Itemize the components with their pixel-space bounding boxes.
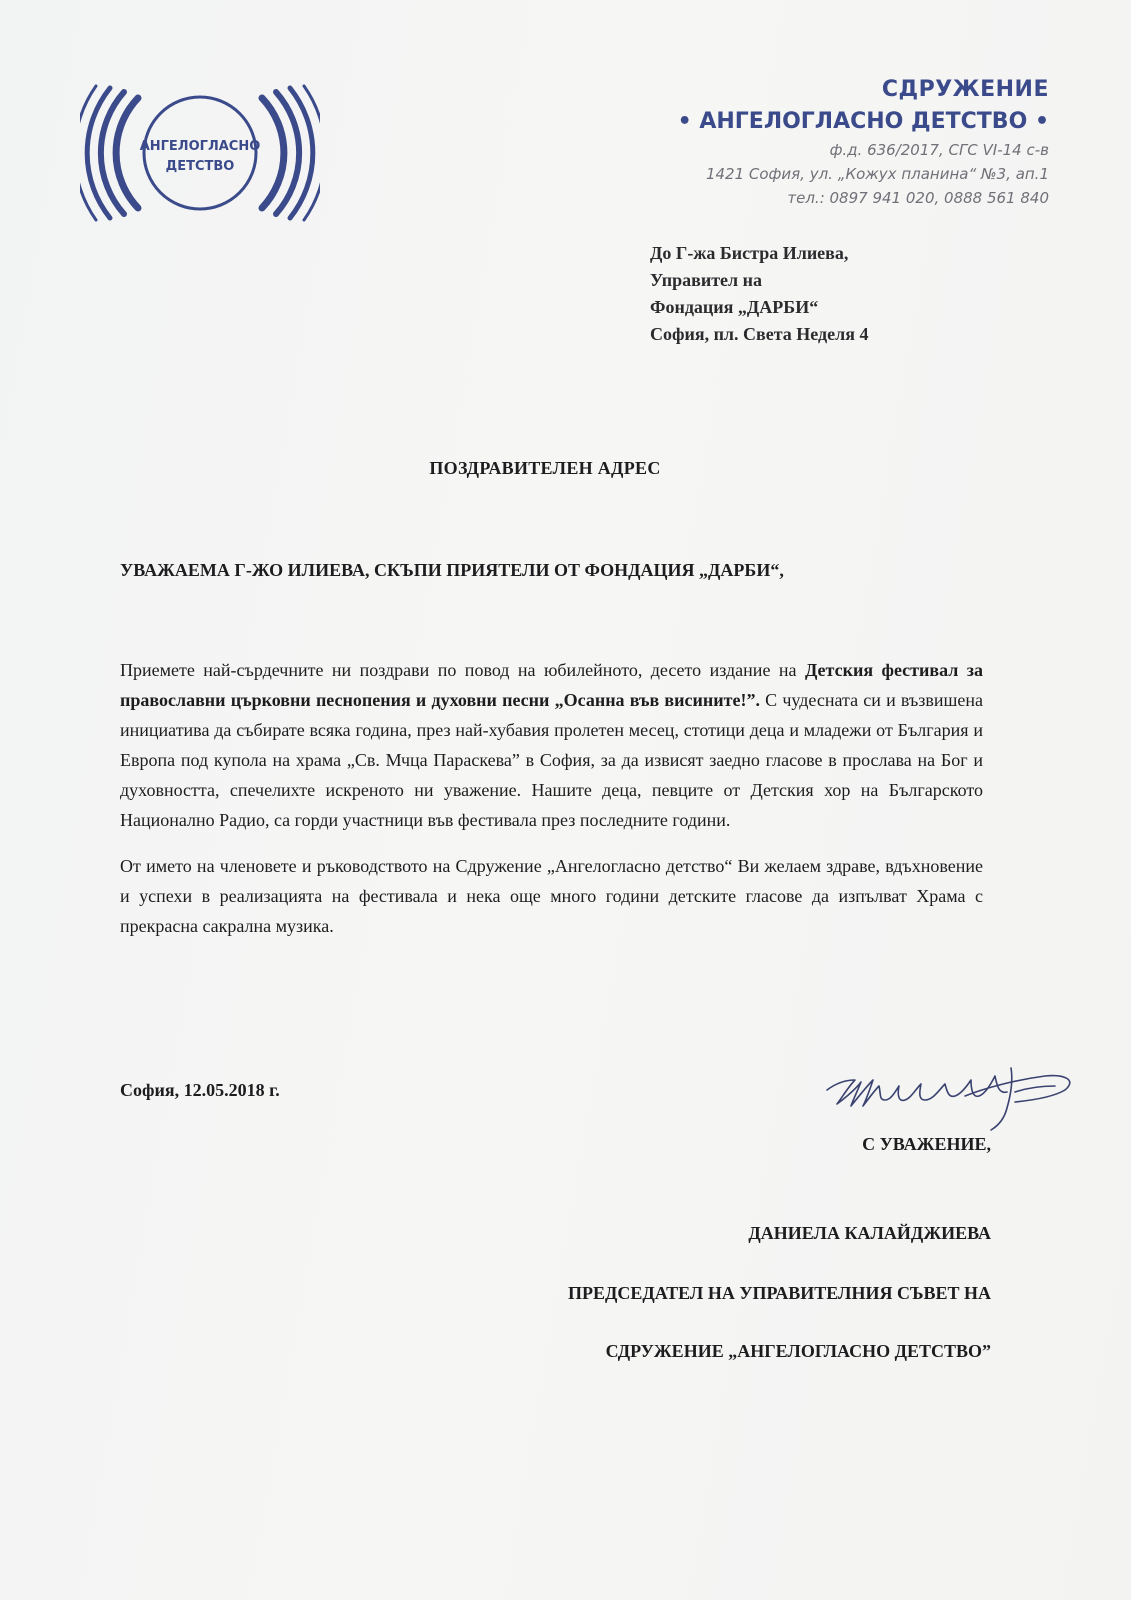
org-logo [80,78,320,228]
letter-date: София, 12.05.2018 г. [120,1080,280,1100]
addressee-block [650,240,1070,348]
logo-text-line1: АНГЕЛОГЛАСНО [139,139,261,154]
org-label: СДРУЖЕНИЕ [881,77,1049,102]
closing-regards: С УВАЖЕНИЕ, [862,1134,991,1154]
p1-rest: С чудесната си и възвишена инициатива да събирате всяка година, през най-хубавия пролетен месец, стотици деца и младежи от България и Европа под купола на храма „Св. Мчца Параскева” в София, за да извисят заедно гласове в прослава на Бог и духовността, спечелихте искреното ни уважение. Нашите деца, певците от Детския хор на Българското Национално Радио, са горди участници във фестивала през последните години. [120,690,983,830]
p1-start: Приемете най-сърдечните ни поздрави по повод на юбилейното, десето издание на [120,660,805,680]
letter-body [120,655,983,957]
festival-name: Детския фестивал за православни църковни песнопения и духовни песни „Осанна във висините!”. [120,660,984,710]
org-phone: тел.: 0897 941 020, 0888 561 840 [787,189,1049,207]
letterhead [589,74,1049,210]
addressee-line: Управител на [650,270,763,290]
salutation: УВАЖАЕМА Г-ЖО ИЛИЕВА, СКЪПИ ПРИЯТЕЛИ ОТ ФОНДАЦИЯ „ДАРБИ“, [120,560,784,580]
signatory-org: СДРУЖЕНИЕ „АНГЕЛОГЛАСНО ДЕТСТВО” [605,1341,991,1361]
signatory-name: ДАНИЕЛА КАЛАЙДЖИЕВА [748,1223,991,1243]
letter-heading: ПОЗДРАВИТЕЛЕН АДРЕС [429,458,661,478]
addressee-line: София, пл. Света Неделя 4 [650,324,869,344]
org-address: 1421 София, ул. „Кожух планина“ №3, ап.1 [705,165,1049,183]
logo-text-line2: ДЕТСТВО [165,159,235,174]
signatory-title: ПРЕДСЕДАТЕЛ НА УПРАВИТЕЛНИЯ СЪВЕТ НА [567,1283,991,1303]
handwritten-signature [815,1050,1095,1140]
org-name: • АНГЕЛОГЛАСНО ДЕТСТВО • [677,109,1049,134]
body-paragraph-2: От името на членовете и ръководството на Сдружение „Ангелогласно детство“ Ви желаем здраве, вдъхновение и успехи в реализацията на фестивала и нека още много години детските гласове да изпълват Храма с прекрасна сакрална музика. [120,856,983,936]
addressee-line: Фондация „ДАРБИ“ [650,297,819,317]
addressee-line: До Г-жа Бистра Илиева, [650,243,849,263]
org-registration: ф.д. 636/2017, СГС VI-14 с-в [829,141,1049,159]
body-paragraph-1 [120,655,983,835]
signature-icon [815,1050,1095,1140]
concentric-rings-logo-icon [80,78,320,228]
